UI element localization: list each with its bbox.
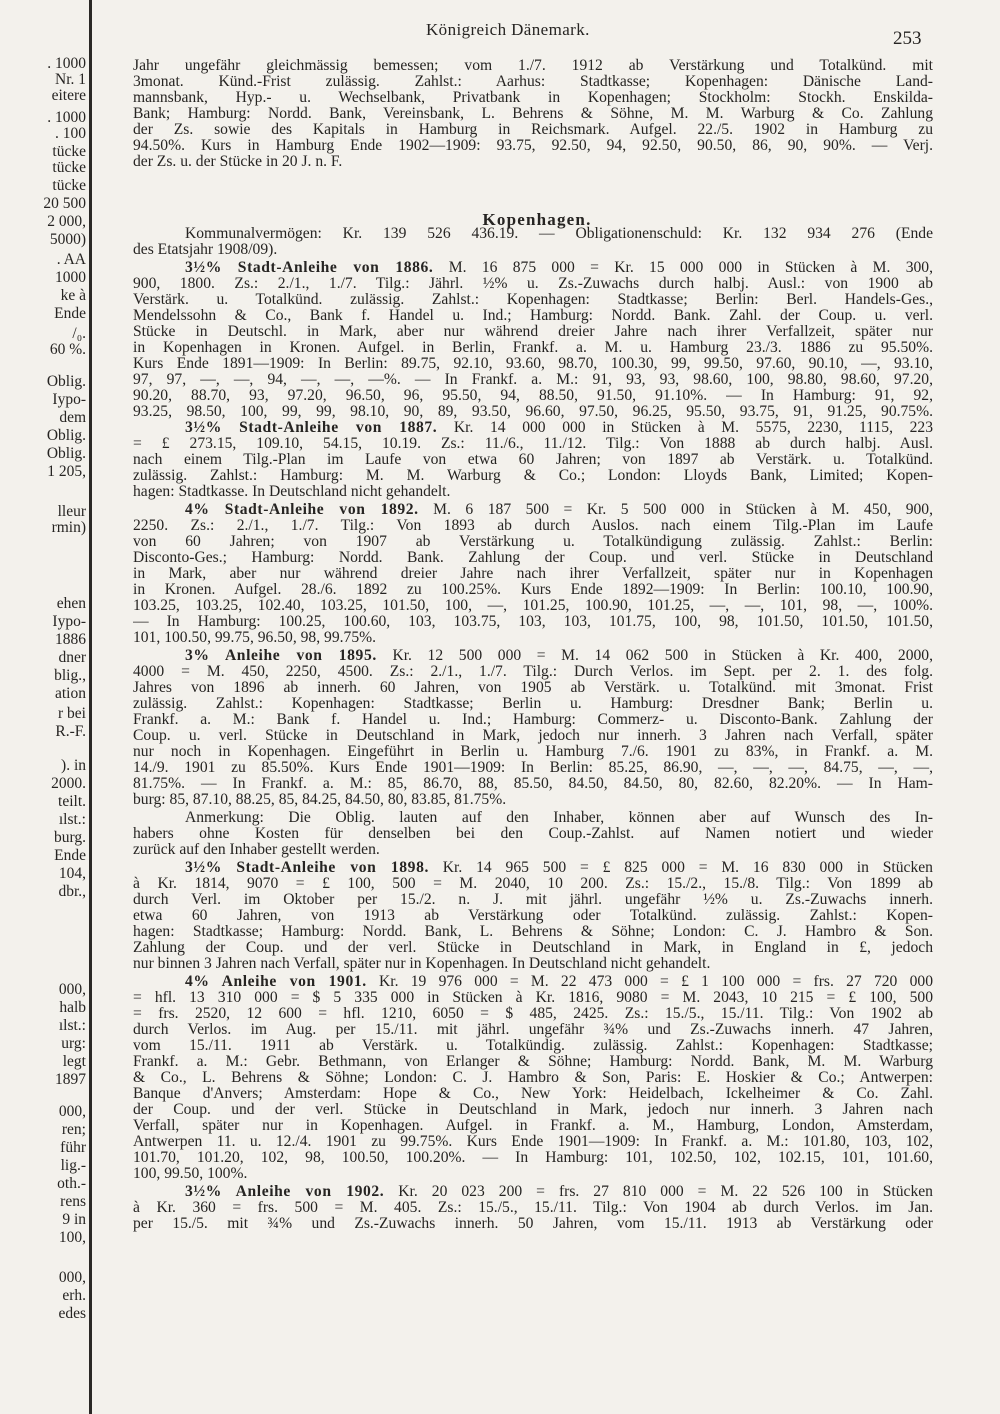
text-line: — In Hamburg: 100.25, 100.60, 103, 103.75, 103, 103, 101.75, 100, 98, 101.50, 101.50, 101.50, bbox=[133, 614, 933, 630]
text-line: Verfall, später nur in Kopenhagen. Aufgel. in Frankf. a. M., Hamburg, London, Amsterdam, bbox=[133, 1118, 933, 1134]
text-line: 94.50%. Kurs in Hamburg Ende 1902—1909: 93.75, 92.50, 94, 92.50, 90.50, 86, 90, 90%. — Verj. bbox=[133, 138, 933, 154]
entry-heading-line: 3% Anleihe von 1895. Kr. 12 500 000 = M. 14 062 500 in Stücken à Kr. 400, 2000, bbox=[185, 648, 933, 664]
entry-heading-line: 3½% Stadt-Anleihe von 1887. Kr. 14 000 000 in Stücken à M. 5575, 2230, 1115, 223 bbox=[185, 420, 933, 436]
text-line: & Co., L. Behrens & Söhne; London: C. J. Hambro & Son, Paris: E. Hoskier & Co.; Antwerpen: bbox=[133, 1070, 933, 1086]
left-fragment-line: 100, bbox=[58, 1229, 86, 1246]
text-line: zurück auf den Inhaber gestellt werden. bbox=[133, 842, 380, 858]
loan-title: 3½% Stadt-Anleihe von 1887. bbox=[185, 420, 438, 436]
text-line: 90.20, 88.70, 93, 97.20, 96.50, 96, 95.50, 94, 88.50, 91.50, 91.10%. — In Hamburg: 91, 92, bbox=[133, 388, 933, 404]
left-fragment-line: dem bbox=[59, 409, 86, 426]
loan-title: 3½% Stadt-Anleihe von 1886. bbox=[185, 260, 434, 276]
left-fragment-line: . 1000 bbox=[47, 55, 86, 72]
left-fragment-line: führ bbox=[60, 1139, 86, 1156]
left-fragment-line: tücke bbox=[52, 159, 86, 176]
running-header: Königreich Dänemark. bbox=[426, 20, 590, 39]
left-fragment-line: 1000 bbox=[55, 269, 86, 286]
left-fragment-line: lig.- bbox=[60, 1157, 86, 1174]
text-line: Anmerkung: Die Oblig. lauten auf den Inhaber, können aber auf Wunsch des In- bbox=[185, 810, 933, 826]
left-fragment-line: teilt. bbox=[58, 793, 86, 810]
left-fragment-line: Nr. 1 bbox=[55, 71, 86, 88]
text-line: Stücke in Deutschl. in Mark, aber nur während dreier Jahre nach ihrer Verfallzeit, später nur bbox=[133, 324, 933, 340]
left-fragment-line: Oblig. bbox=[46, 427, 86, 444]
left-fragment-line: Ende bbox=[54, 305, 86, 322]
left-fragment-line: Oblig. bbox=[46, 445, 86, 462]
text-line: in Kronen. Aufgel. 28./6. 1892 zu 100.25%. Kurs Ende 1892—1909: In Berlin: 100.10, 100.90, bbox=[133, 582, 933, 598]
text-line: 81.75%. — In Frankf. a. M.: 85, 86.70, 88, 85.50, 84.50, 84.50, 80, 82.60, 82.20%. — In Ham- bbox=[133, 776, 933, 792]
text-line: Jahr ungefähr gleichmässig bemessen; vom 1./7. 1912 ab Verstärkung und Totalkünd. mit bbox=[133, 58, 933, 74]
left-fragment-line: 2000. bbox=[51, 775, 86, 792]
text-line: der Zs. sowie des Kapitals in Hamburg in Reichsmark. Aufgel. 22./5. 1902 in Hamburg zu bbox=[133, 122, 933, 138]
text-line: = frs. 2520, 12 600 = hfl. 1210, 6050 = $ 485, 2425. Zs.: 15./5., 15./11. Tilg.: Von 1902 ab bbox=[133, 1006, 933, 1022]
left-fragment-line: burg. bbox=[53, 829, 86, 846]
text-line: des Etatsjahr 1908/09). bbox=[133, 242, 278, 258]
text-line: hagen: Stadtkasse. In Deutschland nicht gehandelt. bbox=[133, 484, 451, 500]
text-line: 2250. Zs.: 2./1., 1./7. Tilg.: Von 1893 ab durch Auslos. nach einem Tilg.-Plan im Laufe bbox=[133, 518, 933, 534]
text-line: zulässig. Zahlst.: Hamburg: M. M. Warburg & Co.; London: Lloyds Bank, Limited; Kopen- bbox=[133, 468, 933, 484]
left-fragment-line: tücke bbox=[52, 143, 86, 160]
left-fragment-line: erh. bbox=[62, 1287, 86, 1304]
text-line: 93.25, 98.50, 100, 99, 99, 98.10, 90, 89, 93.50, 96.60, 97.50, 96.25, 95.50, 93.75, 91, 91.25, 90.75%. bbox=[133, 404, 933, 420]
text-line: nur binnen 3 Jahren nach Verfall, später nur in Kopenhagen. In Deutschland nicht gehandelt. bbox=[133, 956, 711, 972]
text-line: der Zs. u. der Stücke in 20 J. n. F. bbox=[133, 154, 343, 170]
left-fragment-line: 5000) bbox=[49, 231, 86, 248]
text-line: 101, 100.50, 99.75, 96.50, 98, 99.75%. bbox=[133, 630, 376, 646]
text-line: etwa 60 Jahren, von 1913 ab Verstärkung oder Totalkünd. zulässig. Zahlst.: Kopen- bbox=[133, 908, 933, 924]
loan-title: 3½% Anleihe von 1902. bbox=[185, 1184, 385, 1200]
text-line: 101.70, 101.20, 102, 98, 100.50, 100.20%. — In Hamburg: 101, 102.50, 102, 102.15, 101, 101.60, bbox=[133, 1150, 933, 1166]
text-line: 103.25, 103.25, 102.40, 103.25, 101.50, 100, —, 101.25, 100.90, 101.25, —, —, 101, 98, —, 100%. bbox=[133, 598, 933, 614]
left-fragment-line: halb bbox=[59, 999, 86, 1016]
left-fragment-line: legt bbox=[62, 1053, 86, 1070]
text-line: 100, 99.50, 100%. bbox=[133, 1166, 248, 1182]
left-fragment-line: ke à bbox=[60, 287, 86, 304]
text-line: à Kr. 1814, 9070 = £ 100, 500 = M. 2040, 10 200. Zs.: 15./2., 15./8. Tilg.: Von 1899 ab bbox=[133, 876, 933, 892]
text-line: Coup. u. verl. Stücke in Deutschland in Mark, jedoch nur innerh. 3 Jahren nach Verfall, später bbox=[133, 728, 933, 744]
text-line: mannsbank, Hyp.- u. Wechselbank, Privatbank in Kopenhagen; Stockholm: Stockh. Enskilda- bbox=[133, 90, 933, 106]
left-fragment-line: lleur bbox=[57, 503, 86, 520]
text-line: nach einem Tilg.-Plan im Laufe von etwa 60 Jahren; von 1897 ab Verstärk. u. Totalkünd. bbox=[133, 452, 933, 468]
text-line: Frankf. a. M.: Bank f. Handel u. Ind.; Hamburg: Commerz- u. Disconto-Bank. Zahlung der bbox=[133, 712, 933, 728]
text-line: 14./9. 1901 zu 85.50%. Kurs Ende 1901—1909: In Berlin: 85.25, 86.90, —, —, —, 84.75, —, —, bbox=[133, 760, 933, 776]
left-fragment-line: 000, bbox=[58, 981, 86, 998]
entry-heading-line: 4% Stadt-Anleihe von 1892. M. 6 187 500 = Kr. 5 500 000 in Stücken à M. 450, 900, bbox=[185, 502, 933, 518]
text-line: in Mark, aber nur während dreier Jahre nach ihrer Verfallzeit, später nur in Kopenhagen bbox=[133, 566, 933, 582]
text-line: per 15./5. mit ¾% und Zs.-Zuwachs innerh. 50 Jahren, vom 15./11. 1913 ab Verstärkung oder bbox=[133, 1216, 933, 1232]
left-fragment-line: ). in bbox=[61, 757, 86, 774]
left-fragment-line: r bei bbox=[58, 705, 86, 722]
text-line: Frankf. a. M.: Gebr. Bethmann, von Erlanger & Söhne; Hamburg: Nordd. Bank, M. M. Warburg bbox=[133, 1054, 933, 1070]
left-fragment-line: 000, bbox=[58, 1103, 86, 1120]
entry-heading-line: 3½% Anleihe von 1902. Kr. 20 023 200 = frs. 27 810 000 = M. 22 526 100 in Stücken bbox=[185, 1184, 933, 1200]
text-line: 4000 = M. 450, 2250, 4500. Zs.: 2./1., 1./7. Tilg.: Durch Verlos. im Sept. per 2. 1. des folg. bbox=[133, 664, 933, 680]
text-line: Kommunalvermögen: Kr. 139 526 436.19. — Obligationenschuld: Kr. 132 934 276 (Ende bbox=[185, 226, 933, 242]
text-line: zulässig. Zahlst.: Kopenhagen: Stadtkasse; Berlin u. Hamburg: Dresdner Bank; Berlin u. bbox=[133, 696, 933, 712]
left-fragment-line: 60 %. bbox=[49, 341, 86, 358]
text-line: Bank; Hamburg: Nordd. Bank, Vereinsbank, L. Behrens & Söhne, M. M. Warburg & Co. Zahlung bbox=[133, 106, 933, 122]
text-line: Mendelssohn & Co., Bank f. Handel u. Ind.; Hamburg: Nordd. Bank. Zahl. der Coup. u. verl. bbox=[133, 308, 933, 324]
left-fragment-line: R.-F. bbox=[55, 723, 86, 740]
text-line: à Kr. 360 = frs. 500 = M. 405. Zs.: 15./5., 15./11. Tilg.: Von 1904 ab durch Verlos. im Jan. bbox=[133, 1200, 933, 1216]
text-line: = £ 273.15, 109.10, 54.15, 10.19. Zs.: 11./6., 11./12. Tilg.: Von 1888 ab durch halbj. Ausl. bbox=[133, 436, 933, 452]
loan-title: 4% Anleihe von 1901. bbox=[185, 974, 367, 990]
left-fragment-line: tücke bbox=[52, 177, 86, 194]
left-fragment-line: 1 205, bbox=[47, 463, 86, 480]
left-fragment-line: Iypo- bbox=[52, 391, 86, 408]
text-line: durch Verlos. im Aug. per 15./11. mit jährl. ungefähr ¾% und Zs.-Zuwachs innerh. 47 Jahren, bbox=[133, 1022, 933, 1038]
text-line: von 60 Jahren; von 1907 ab Verstärkung u. Totalkündigung zulässig. Zahlst.: Berlin: bbox=[133, 534, 933, 550]
left-fragment-line: dbr., bbox=[58, 883, 86, 900]
left-fragment-line: oth.- bbox=[57, 1175, 86, 1192]
text-line: Disconto-Ges.; Hamburg: Nordd. Bank. Zahlung der Coup. und verl. Stücke in Deutschland bbox=[133, 550, 933, 566]
left-fragment-line: urg: bbox=[61, 1035, 86, 1052]
text-line: Verstärk. u. Totalkünd. zulässig. Zahlst.: Kopenhagen: Stadtkasse; Berlin: Berl. Handels-Ges., bbox=[133, 292, 933, 308]
left-fragment-line: rmin) bbox=[51, 519, 86, 536]
text-line: in Kopenhagen in Kronen. Aufgel. in Berlin, Frankf. a. M. u. Hamburg 23./3. 1886 zu 95.50%. bbox=[133, 340, 933, 356]
left-fragment-line: Iypo- bbox=[52, 613, 86, 630]
text-line: 97, 97, —, —, 94, —, —, —%. — In Frankf. a. M.: 91, 93, 93, 98.60, 100, 98.80, 98.60, 97.20, bbox=[133, 372, 933, 388]
entry-heading-line: 3½% Stadt-Anleihe von 1898. Kr. 14 965 500 = £ 825 000 = M. 16 830 000 in Stücken bbox=[185, 860, 933, 876]
text-line: habers ohne Kosten für denselben bei den Coup.-Zahlst. auf Namen notiert und wieder bbox=[133, 826, 933, 842]
entry-heading-line: 3½% Stadt-Anleihe von 1886. M. 16 875 000 = Kr. 15 000 000 in Stücken à M. 300, bbox=[185, 260, 933, 276]
left-fragment-line: 20 500 bbox=[43, 195, 86, 212]
left-fragment-line: . AA bbox=[56, 251, 86, 268]
text-line: nur noch in Kopenhagen. Eingeführt in Berlin u. Hamburg 7./6. 1901 zu 83%, in Frankf. a. M. bbox=[133, 744, 933, 760]
left-fragment-line: ation bbox=[55, 685, 86, 702]
loan-title: 3½% Stadt-Anleihe von 1898. bbox=[185, 860, 429, 876]
text-line: der Coup. und der verl. Stücke in Deutschland in Mark, jedoch nur innerh. 3 Jahren nach bbox=[133, 1102, 933, 1118]
left-fragment-line: ılst.: bbox=[58, 811, 86, 828]
left-fragment-line: . 100 bbox=[55, 125, 86, 142]
left-fragment-line: 1897 bbox=[55, 1071, 86, 1088]
text-line: durch Verl. im Oktober per 15./2. n. J. mit jährl. ungefähr ½% u. Zs.-Zuwachs innerh. bbox=[133, 892, 933, 908]
left-fragment-line: ren; bbox=[61, 1121, 86, 1138]
text-line: Banque d'Anvers; Amsterdam: Hope & Co., New York: Heidelbach, Ickelheimer & Co. Zahl. bbox=[133, 1086, 933, 1102]
text-line: Zahlung der Coup. und der verl. Stücke in Deutschland in Mark, in England in £, jedoch bbox=[133, 940, 933, 956]
left-fragment-line: 9 in bbox=[62, 1211, 86, 1228]
left-fragment-line: Oblig. bbox=[46, 373, 86, 390]
left-fragment-line: dner bbox=[58, 649, 86, 666]
left-fragment-line: 2 000, bbox=[47, 213, 86, 230]
text-line: vom 15./11. 1911 ab Verstärk. u. Totalkündig. zulässig. Zahlst.: Kopenhagen: Stadtkasse; bbox=[133, 1038, 933, 1054]
left-fragment-line: edes bbox=[58, 1305, 86, 1322]
text-line: = hfl. 13 310 000 = $ 5 335 000 in Stücken à Kr. 1816, 9080 = M. 2043, 10 215 = £ 100, 500 bbox=[133, 990, 933, 1006]
page-number: 253 bbox=[893, 28, 922, 49]
left-fragment-line: blig., bbox=[54, 667, 86, 684]
text-line: 3monat. Künd.-Frist zulässig. Zahlst.: Aarhus: Stadtkasse; Kopenhagen: Dänische Land- bbox=[133, 74, 933, 90]
entry-heading-line: 4% Anleihe von 1901. Kr. 19 976 000 = M. 22 473 000 = £ 1 100 000 = frs. 27 720 000 bbox=[185, 974, 933, 990]
loan-title: 3% Anleihe von 1895. bbox=[185, 648, 377, 664]
text-line: hagen: Stadtkasse; Hamburg: Nordd. Bank, L. Behrens & Söhne; London: C. J. Hambro & Son. bbox=[133, 924, 933, 940]
left-fragment-line: ılst.: bbox=[58, 1017, 86, 1034]
left-fragment-line: eitere bbox=[51, 87, 86, 104]
left-fragment-line: 104, bbox=[58, 865, 86, 882]
left-fragment-line: /₀. bbox=[72, 325, 86, 342]
text-line: Jahres von 1896 ab innerh. 60 Jahren, von 1905 ab Verstärk. u. Totalkünd. mit 3monat. Frist bbox=[133, 680, 933, 696]
left-fragment-line: 000, bbox=[58, 1269, 86, 1286]
left-fragment-line: ehen bbox=[56, 595, 86, 612]
left-fragment-line: rens bbox=[60, 1193, 86, 1210]
text-line: Kurs Ende 1891—1909: In Berlin: 89.75, 92.10, 93.60, 98.70, 100.30, 99, 99.50, 97.60, 90.10, —, 93.10, bbox=[133, 356, 933, 372]
text-line: 900, 1800. Zs.: 2./1., 1./7. Tilg.: Jährl. ½% u. Zs.-Zuwachs durch halbj. Ausl.: von 1900 ab bbox=[133, 276, 933, 292]
section-heading-kopenhagen: Kopenhagen. bbox=[482, 210, 592, 229]
text-line: Antwerpen 11. u. 12./4. 1901 zu 99.75%. Kurs Ende 1901—1909: In Frankf. a. M.: 101.80, 103, 102, bbox=[133, 1134, 933, 1150]
left-fragment-line: . 1000 bbox=[47, 109, 86, 126]
left-fragment-line: 1886 bbox=[55, 631, 86, 648]
text-line: burg: 85, 87.10, 88.25, 85, 84.25, 84.50, 80, 83.85, 81.75%. bbox=[133, 792, 507, 808]
loan-title: 4% Stadt-Anleihe von 1892. bbox=[185, 502, 419, 518]
left-fragment-line: Ende bbox=[54, 847, 86, 864]
